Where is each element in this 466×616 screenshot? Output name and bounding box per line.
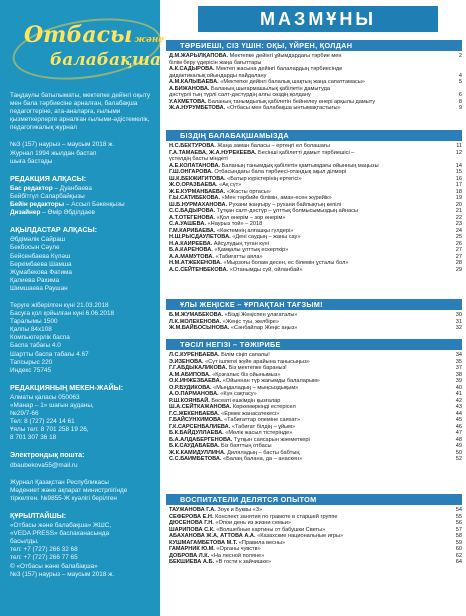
entry-text: «Ойыннан түр жағымды балаларым»: [222, 378, 320, 384]
reg-line: Мәдениет және ақпарат министрлігінде: [10, 486, 128, 494]
address-line: Алматы қаласы 050063: [10, 393, 80, 401]
entry-page: 60: [455, 546, 462, 552]
email-address[interactable]: dbaubekova55@mail.ru: [10, 461, 78, 469]
entry-text: «Балаң балана, да – анаскен»: [223, 456, 303, 462]
entry-author: А.О.ПАРМАНОВА.: [169, 391, 219, 397]
entry-author: Ж.А.НУРУМБЕТОВА.: [169, 105, 226, 111]
entry-page: 46: [455, 423, 462, 430]
entry-text: «Опои день из жизни семьи»: [215, 520, 291, 526]
entry-list: [166, 141, 462, 273]
entry-page: 4: [458, 72, 462, 79]
entry-page: 25: [455, 234, 462, 240]
entry-author: Ш.А.СЕЙТКАЖАНОВА.: [169, 404, 232, 410]
entry-page: 27: [455, 253, 462, 260]
intro-text: Таңдаулы батылыматы, мектепке дейінгі оқыту мен бала тәрбиесіне арналған, балабақша педагогтеріне, ата-аналарға, ғылыми қызметкерлерге арналған ғылыми-әдістемелік, педагогикалық журнал: [10, 92, 151, 132]
entry-page: 27: [455, 247, 462, 253]
section-header: ТӘСІЛ НЕГІЗІ – ТӘЖІРИБЕ: [166, 339, 462, 350]
entry-page: 39: [455, 378, 462, 384]
entry-text: «Жасты ортасы»: [226, 188, 271, 195]
entry-text: Конспект занятия по грамоте в старшей группе: [215, 513, 338, 520]
entry-text: «Казахские национальные игры»: [257, 533, 344, 539]
entry-text: «Табиғатты аяла»: [215, 253, 263, 260]
entry-list: [166, 505, 462, 566]
entry-text: «Мен тәрбийе білімін, аман-есен жүрейік»: [221, 195, 332, 201]
founder-line: тел: +7 (727) 266 77 65: [10, 554, 78, 562]
entry-page: 5: [458, 79, 462, 85]
council-member: Беркімбаева Шамша: [10, 260, 72, 268]
entry-author: С.С.БАИМБЕТОВА.: [169, 456, 222, 462]
entry-page: 11: [456, 143, 462, 149]
entry-text: «Мөлік жасыл тістерінде»: [225, 430, 293, 436]
entry-text: Мектепке дейінгі ұйымдардағы тәрбие мен: [229, 53, 342, 59]
entry-author: Г.С.ЖЕКЕНБАЕВА.: [169, 410, 220, 417]
entry-author: Б.К.САУДАБАЕВА.: [169, 443, 220, 449]
contents-entry[interactable]: [169, 105, 462, 112]
council-block: [10, 226, 152, 293]
council-heading: АҚЫЛДАСТАР АЛҚАСЫ:: [10, 225, 98, 235]
entry-page: 35: [455, 358, 462, 365]
entry-page: 38: [455, 371, 462, 378]
entry-author: Б.М.ЖУМАБЕКОВА.: [169, 312, 224, 318]
editorial-heading: РЕДАКЦИЯ АЛҚАСЫ:: [10, 173, 87, 183]
entry-text: Рухани жаңғыру – рухани байлықтың кепілі: [228, 201, 342, 208]
entry-text: «Ақ сүт»: [219, 182, 242, 188]
entry-title: [169, 325, 448, 332]
entry-page: 16: [455, 175, 462, 182]
logo-line2: балабақша: [50, 50, 161, 70]
entry-text: «Сәнбайлар Жеңіс аңыз»: [230, 325, 298, 331]
entry-text: «Қамқалы ұлттық ескерткір»: [214, 247, 289, 253]
entry-author: А.С.СЕЙТЕНБЕКОВА.: [169, 266, 229, 273]
entry-author: ШАРИПОВА С.К.: [169, 526, 215, 533]
entry-page: 26: [455, 240, 462, 247]
entry-text: білім беру үдерісін жаңа бағыттары: [169, 59, 262, 66]
entry-author: АБАХАНОВА Ж.А, АТТОВА А.А.: [169, 533, 256, 539]
entry-page: 29: [455, 266, 462, 273]
entry-author: Р.Ш.КОЯНБАЙ.: [169, 397, 210, 404]
entry-text: «Мектепке дейінгі балалық шақтың жаңа сапаттамасы»: [220, 79, 365, 85]
entry-page: 9: [458, 105, 462, 111]
entry-text: Тұтқын саясарын жәеметкері: [233, 436, 310, 443]
tech-line: Теруге жіберілген күні 21.03.2018: [10, 301, 109, 309]
entry-author: У.АХМЕТОВА.: [169, 98, 207, 105]
entry-author: Э.ИЗЕНОВА.: [169, 358, 204, 365]
entry-page: 19: [455, 195, 462, 201]
entry-author: Н.А.КАИРЕЕВА.: [169, 240, 213, 247]
address-line: Тел: 8 (727) 224 14 61: [10, 418, 75, 426]
tech-line: Таралымы 1500: [10, 318, 58, 326]
entry-page: 48: [455, 436, 462, 443]
entry-page: 54: [455, 507, 462, 513]
council-member: Жұмабекова Фатима: [10, 268, 72, 276]
entry-author: Ж.Е.КУРМАНБАЕВА.: [169, 188, 226, 195]
entry-author: ТАУЖАНОВА Г.А.: [169, 507, 216, 513]
address-line: «Манар – 1» шағын ауданы,: [10, 402, 94, 409]
entry-text: «Бізді Жеңіспен ұлағаталы»: [224, 312, 298, 318]
entry-text: Бесінші қабілетті дамыт тәрбиешісі –: [258, 149, 355, 156]
entry-text: «Қозғалыс біз ойынымыз»: [212, 371, 281, 378]
email-block: [10, 451, 152, 469]
entry-text: «Ермек жанасатекесі»: [221, 410, 280, 417]
entry-text: Диляладың – басты бабтың: [227, 449, 300, 456]
entry-page: 31: [455, 318, 462, 325]
entry-text: Бөсеаті ешкімдін қызғалар: [211, 397, 281, 404]
section-educators: [166, 494, 462, 566]
entry-page: 57: [455, 526, 462, 533]
entry-list: [166, 310, 462, 332]
entry-author: Б.А.КАРЕНОВА.: [169, 247, 213, 253]
entry-page: 8: [458, 98, 462, 105]
entry-page: 41: [455, 391, 462, 397]
founder-line: © «Отбасы және балабақша»: [10, 562, 98, 570]
entry-author: Л.С.КУРЕНБАЕВА.: [169, 352, 220, 358]
entry-text: Баланың танымдық қабілетін қамтымдағы ойынның маңызы: [221, 162, 379, 169]
entry-author: А.БИЖАНОВА.: [169, 85, 210, 92]
entry-author: Г.А.ТАМАЕВА, Ж.А.НУРЕКЕЕВА.: [169, 149, 257, 156]
entry-text: «Дені саудың – жаны сау»: [232, 234, 301, 240]
address-heading: РЕДАКЦИЯНЫҢ МЕКЕН-ЖАЙЫ:: [10, 382, 124, 392]
section-teacher: [166, 40, 462, 112]
entry-author: А.Т.ОТЕГЕНОВА.: [169, 214, 216, 221]
contents-entry[interactable]: [169, 559, 462, 566]
entry-author: Н.Ш.РЫСДАУЛЕТОВА.: [169, 234, 231, 240]
entry-author: Б.А.АЛДАБЕРГЕНОВА.: [169, 436, 233, 443]
entry-author: О.Р.БУДИКОВА.: [169, 384, 212, 391]
entry-text: «Күн сақтасу»: [220, 391, 257, 397]
entry-author: ДОБРОВА Л.К.: [169, 552, 210, 559]
contents-entry[interactable]: [169, 325, 462, 332]
entry-title: [169, 267, 448, 274]
founder-line: тел: +7 (727) 266 32 68: [10, 546, 78, 554]
entry-text: «Мырзоғы болам десен, ес білемін ұсталы бол»: [223, 260, 349, 266]
tech-line: Басуға қол қойылған күні 6.06.2018: [10, 310, 115, 318]
section-header: ВОСПИТАТЕЛИ ДЕЛЯТСЯ ОПЫТОМ: [166, 494, 462, 505]
entry-author: Г.М.КАРИБАЕВА.: [169, 227, 216, 234]
entry-page: 2: [458, 53, 462, 59]
entry-author: С.А.УАШЕВА.: [169, 221, 206, 227]
left-sidebar: [0, 0, 165, 616]
entry-author: Ш.К.БЕКЖИГИТОВА.: [169, 175, 226, 182]
entry-page: 55: [455, 513, 462, 520]
entry-page: 32: [455, 325, 462, 331]
magazine-logo: [10, 0, 165, 92]
page-title: МАЗМҰНЫ: [198, 6, 438, 32]
entry-page: 23: [455, 221, 462, 227]
entry-author: А.М.АБИПОВА.: [169, 371, 211, 378]
entry-page: 58: [455, 533, 462, 539]
entry-text: Көркемөркінді естерісел: [232, 404, 296, 410]
tech-line: Тапсырыс 220: [10, 358, 53, 366]
entry-author: Ж.К.КАМИДУЛЛИНА.: [169, 449, 226, 456]
email-heading: Электрондық пошта:: [10, 450, 85, 460]
editorial-member: Бейін редакторы – Ассыл Бәкенқызы: [10, 201, 125, 209]
entry-author: БЕКШИЕВА А.Б.: [169, 559, 215, 565]
entry-text: Жаңа заман баласы – ертеңгі ел болашағы: [217, 143, 330, 149]
entry-text: «Көктемнің алғашқы гүлдері»: [216, 227, 294, 234]
entry-page: 12: [455, 149, 462, 156]
address-block: [10, 384, 152, 443]
editorial-member: Бас редактор – Дуанбаева: [10, 184, 92, 192]
founded-line1: Журнал 1994 жылдан бастап: [10, 149, 97, 157]
registration-block: [10, 479, 152, 503]
contents-entry[interactable]: [169, 456, 462, 463]
issue-number: №3 (157) наурыз – маусым 2018 ж.: [10, 141, 115, 149]
entry-author: Н.М.АТЖЕКЕНОВА.: [169, 260, 222, 266]
entry-page: 44: [455, 410, 462, 417]
tech-line: Индекс 75745: [10, 366, 52, 374]
entry-text: «Отбасы мен балабақша ынтымақтастығы»: [226, 105, 341, 111]
entry-text: дәстүрлі тың түрлі салт-дәстүрдің алғы сөздің қолдану: [169, 92, 311, 98]
entry-page: 42: [455, 397, 462, 404]
reg-line: Журнал Қазақстан Республикасы: [10, 478, 109, 486]
tech-line: Шартты баспа табағы 4.67: [10, 350, 89, 358]
entry-author: Л.К.ЖОЛЕКЕНОВА.: [169, 318, 222, 325]
council-member: Бейсенбаева Күләш: [10, 252, 71, 260]
founded-line2: шыға бастады: [10, 157, 53, 165]
entry-page: 6: [458, 92, 462, 98]
contents-panel: [166, 0, 462, 616]
entry-text: «Отанымды сүй, ойланбай»: [229, 266, 303, 273]
reg-line: тіркелген. №9855-Ж куәлігі берілген: [10, 494, 117, 502]
logo-line1: Отбасы және: [24, 22, 165, 48]
council-member: Бекбосын Сәуле: [10, 244, 60, 252]
entry-title: [169, 105, 448, 112]
tech-line: Баспа табағы 4.0: [10, 342, 61, 350]
entry-page: 34: [455, 352, 462, 358]
founders-block: [10, 512, 152, 579]
entry-author: О.К.ИНЖЕЗБАЕВА.: [169, 378, 222, 384]
entry-page: 28: [455, 260, 462, 266]
entry-author: А.М.КАЛЫБАЕВА.: [169, 79, 219, 85]
entry-title: [169, 559, 448, 566]
entry-page: 45: [455, 417, 462, 423]
section-header: ТӘРБИЕШІ, СІЗ ҮШІН: ОҚЫ, ҮЙРЕН, ҚОЛДАН: [166, 40, 462, 51]
council-member: Қалиева Рахима: [10, 276, 60, 284]
entry-list: [166, 51, 462, 112]
entry-page: 22: [455, 214, 462, 221]
entry-author: Г.К.САРСЕНБАЛИЕВА.: [169, 423, 231, 430]
entry-text: Білім сіңіп сапалы!: [221, 352, 270, 358]
entry-text: Баланың шығармашылық қабілетін дамытуда: [211, 85, 330, 92]
entry-author: Г.БАЙСУНХИМОВА.: [169, 417, 223, 423]
address-line: Ұялы тел: 8 701 258 19 26,: [10, 426, 89, 434]
entry-page: 64: [455, 559, 462, 565]
section-victory: [166, 299, 462, 332]
entry-text: «Сүт ішпегеі жүйе арайына танысыңыз»: [205, 358, 310, 365]
entry-page: 62: [455, 552, 462, 559]
entry-text: «Правила весны»: [238, 539, 286, 546]
entry-page: 14: [455, 162, 462, 169]
entry-author: КУШМАГАМБЕТОВА М.Т.: [169, 539, 238, 546]
entry-page: 49: [455, 443, 462, 449]
entry-author: А.А.МАМУТОВА.: [169, 253, 215, 260]
entry-page: 50: [455, 449, 462, 456]
section-header: БІЗДІҢ БАЛАБАҚШАМЫЗДА: [166, 130, 462, 141]
entry-author: Ж.М.БАЙБОСЫНОВА.: [169, 325, 230, 331]
entry-author: Ж.О.ОРАЗБАЕВА.: [169, 182, 218, 188]
founders-heading: ҚҰРЫЛТАЙШЫ:: [10, 510, 67, 520]
entry-text: «Табиғат білдің – ұйым»: [231, 423, 296, 430]
entry-author: ГАМАРНИК Ю.М.: [169, 546, 215, 552]
entry-text: «Волшебные картины от бабушки Светы»: [216, 526, 326, 533]
entry-page: 59: [455, 539, 462, 546]
founder-line: басылды.: [10, 538, 39, 546]
entry-author: СЕФЕРОВА Е.Н.: [169, 513, 214, 520]
tech-line: Компьютерлік баспа: [10, 334, 70, 342]
entry-page: 52: [455, 456, 462, 462]
entry-text: Тұтқан салт-дәстүр – ұлттық болмысымыздың айнасы: [216, 208, 358, 214]
editorial-block: [10, 175, 152, 217]
founder-line: «VEDA PRESS» баспаханасында: [10, 530, 110, 538]
editorial-member: Дизайнер – Өмір Әбділдаев: [10, 209, 95, 217]
entry-author: ДЮСЕНОВА Г.Н.: [169, 520, 214, 526]
address-line: 8 701 307 36 18: [10, 434, 57, 442]
tech-block: [10, 302, 152, 375]
entry-list: [166, 350, 462, 463]
entry-text: Біз баяттың отбасы: [220, 443, 272, 449]
entry-text: дидактикалық ойындарды пайдалану: [169, 72, 267, 79]
entry-page: 56: [455, 520, 462, 526]
entry-page: 18: [455, 188, 462, 195]
entry-page: 43: [455, 404, 462, 410]
entry-title: [169, 456, 448, 463]
entry-page: 17: [455, 182, 462, 188]
entry-text: «Органы чувств»: [216, 546, 261, 552]
entry-text: «Батыр күрістерінің ертегісі»: [227, 175, 302, 182]
entry-page: 30: [455, 312, 462, 318]
entry-page: 37: [455, 365, 462, 371]
contents-entry[interactable]: [169, 267, 462, 274]
entry-text: Біз мектепке бараныз!: [228, 365, 287, 371]
entry-author: Г.Г.АБДЫКАЛИКОВА.: [169, 365, 228, 371]
entry-author: А.К.САДЫРОВА.: [169, 66, 215, 72]
entry-text: Зоук и Буквы «З»: [217, 507, 263, 513]
council-member: Әбдімәлік Сайраш: [10, 236, 66, 244]
entry-text: «Жеңіс туы, желбіре»: [222, 318, 280, 325]
section-header: ҰЛЫ ЖЕҢІСКЕ – ҰРПАҚТАН ТАҒЗЫМ!: [166, 299, 462, 310]
founder-line: «Отбасы және балабақша» ЖШС,: [10, 522, 112, 530]
entry-text: «На лесной поляне»: [210, 552, 265, 559]
entry-author: А.Е.КОЛАТАНОВА.: [169, 162, 221, 169]
entry-author: Г.Ш.ОНГАРОВА.: [169, 169, 213, 175]
issue-block: [10, 141, 152, 165]
entry-author: Н.С.БЕКТУРОВА.: [169, 143, 216, 149]
section-experience: [166, 339, 462, 463]
address-line: №29/7-66: [10, 410, 39, 418]
entry-text: «Табиғаттар опеміне саяхат»: [224, 417, 301, 423]
entry-text: «Қол өнерім – зор өнерім»: [216, 214, 286, 221]
entry-text: үстелдің басты міндеті: [169, 156, 228, 162]
entry-page: 20: [455, 201, 462, 208]
entry-text: Айсұлудың туған күні: [213, 240, 269, 247]
editorial-member: Бейбітгүл Сапарбайқызы: [10, 192, 85, 200]
tech-line: Қалпы 84x108: [10, 326, 52, 334]
founder-line: №3 (157) наурыз – маусым 2018 ж.: [10, 570, 115, 578]
intro-block: [10, 92, 152, 132]
entry-author: Д.М.ЖАРЫЛҚАПОВА.: [169, 53, 229, 59]
section-kindergarten: [166, 130, 462, 273]
entry-text: Баланың танымдылық қабілетін бейнелеу өнері арқылы дамыту: [208, 98, 376, 105]
entry-text: Мектеп жасына дейінгі балалардың тәрбиесінде: [216, 66, 343, 72]
council-member: Шимшаева Раушан: [10, 284, 68, 292]
entry-author: Г.Ы.САТИБЕКОВА.: [169, 195, 221, 201]
entry-page: 24: [455, 227, 462, 234]
entry-page: 15: [455, 169, 462, 175]
entry-page: 40: [455, 384, 462, 391]
entry-page: 47: [455, 430, 462, 436]
entry-author: Ш.Б.НУРМАХАНОВА.: [169, 201, 228, 208]
entry-page: 21: [455, 208, 462, 214]
entry-text: «В гости к зайчишке»: [215, 559, 272, 565]
entry-author: Б.К.БАЙДУЛЛАЕВА.: [169, 430, 224, 436]
entry-text: Отбасындағы бала тәрбиесі-отандық ақыл ділмәрі: [214, 169, 347, 175]
entry-text: «Наурыз той» – 2018: [207, 221, 263, 227]
entry-text: «Мыңдаладың – мыңсыздықым»: [213, 384, 299, 391]
entry-author: С.С.БАДЫРОВА.: [169, 208, 216, 214]
